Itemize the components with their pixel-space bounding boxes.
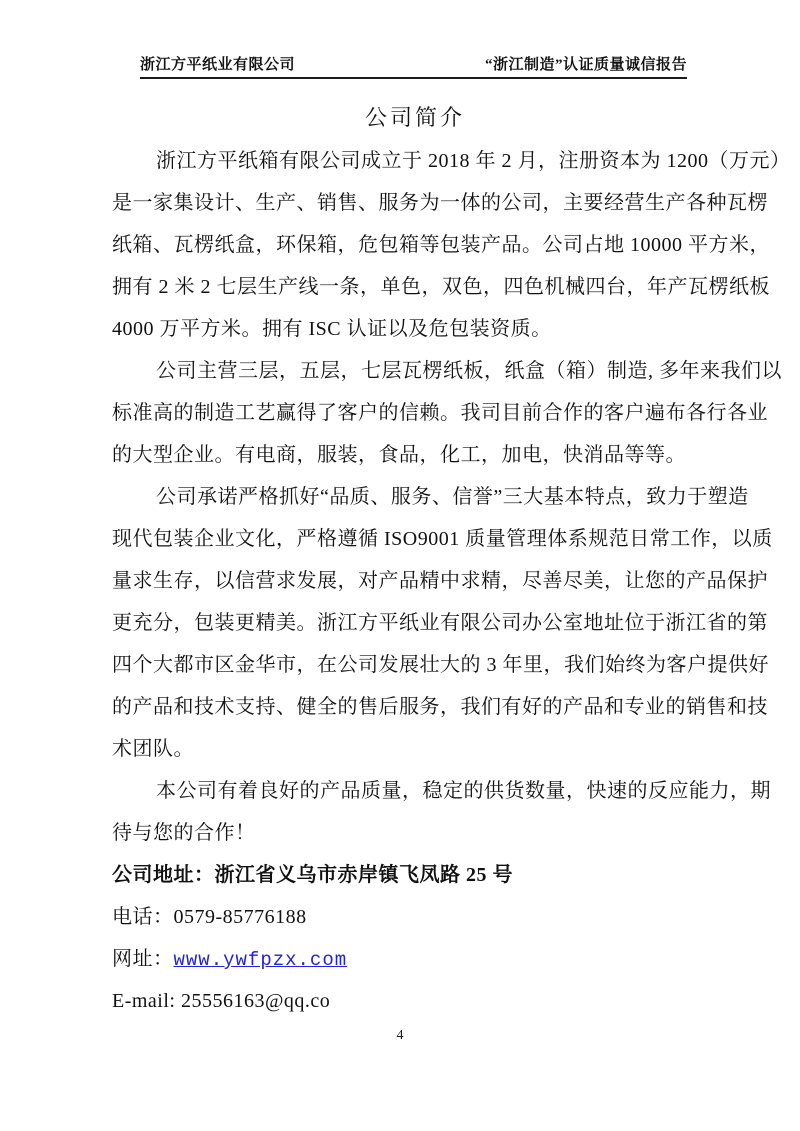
paragraph-line: 拥有 2 米 2 七层生产线一条，单色，双色，四色机械四台，年产瓦楞纸板 bbox=[112, 276, 770, 298]
paragraph-line: 量求生存，以信营求发展，对产品精中求精，尽善尽美，让您的产品保护 bbox=[112, 570, 768, 592]
page-number: 4 bbox=[396, 1028, 404, 1043]
paragraph-line: 术团队。 bbox=[112, 738, 194, 760]
paragraph-line: 浙江方平纸箱有限公司成立于 2018 年 2 月，注册资本为 1200（万元） bbox=[156, 150, 791, 172]
paragraph-line: 纸箱、瓦楞纸盒，环保箱，危包箱等包装产品。公司占地 10000 平方米， bbox=[112, 234, 770, 256]
paragraph-line: 是一家集设计、生产、销售、服务为一体的公司，主要经营生产各种瓦楞 bbox=[112, 192, 768, 214]
page-title: 公司简介 bbox=[364, 105, 465, 130]
paragraph-line: 的产品和技术支持、健全的售后服务，我们有好的产品和专业的销售和技 bbox=[112, 696, 768, 718]
paragraph-line: 四个大都市区金华市，在公司发展壮大的 3 年里，我们始终为客户提供好 bbox=[112, 654, 769, 676]
document-body bbox=[112, 140, 791, 1022]
contact-phone: 电话：0579-85776188 bbox=[112, 906, 307, 928]
paragraph-line: 4000 万平方米。拥有 ISC 认证以及危包装资质。 bbox=[112, 318, 552, 340]
website-link[interactable]: www.ywfpzx.com bbox=[173, 949, 348, 971]
paragraph-line: 的大型企业。有电商，服装，食品，化工，加电，快消品等等。 bbox=[112, 444, 686, 466]
contact-address: 公司地址：浙江省义乌市赤岸镇飞凤路 25 号 bbox=[112, 864, 513, 886]
contact-website-line bbox=[112, 938, 727, 980]
header-report-title: “浙江制造”认证质量诚信报告 bbox=[484, 57, 687, 73]
contact-website-label: 网址： bbox=[112, 948, 174, 970]
header-company-name: 浙江方平纸业有限公司 bbox=[140, 57, 296, 73]
paragraph-line: 公司承诺严格抓好“品质、服务、信誉”三大基本特点，致力于塑造 bbox=[156, 486, 749, 508]
paragraph-line: 公司主营三层，五层，七层瓦楞纸板，纸盒（箱）制造, 多年来我们以 bbox=[156, 360, 782, 382]
paragraph-line: 本公司有着良好的产品质量，稳定的供货数量，快速的反应能力，期 bbox=[156, 780, 771, 802]
paragraph-line: 更充分，包装更精美。浙江方平纸业有限公司办公室地址位于浙江省的第 bbox=[112, 612, 768, 634]
paragraph-line: 标准高的制造工艺赢得了客户的信赖。我司目前合作的客户遍布各行各业 bbox=[112, 402, 768, 424]
paragraph-line: 现代包装企业文化，严格遵循 ISO9001 质量管理体系规范日常工作，以质 bbox=[112, 528, 773, 550]
page-header bbox=[140, 53, 687, 79]
contact-email: E-mail: 25556163@qq.co bbox=[112, 990, 331, 1012]
paragraph-line: 待与您的合作！ bbox=[112, 822, 256, 844]
